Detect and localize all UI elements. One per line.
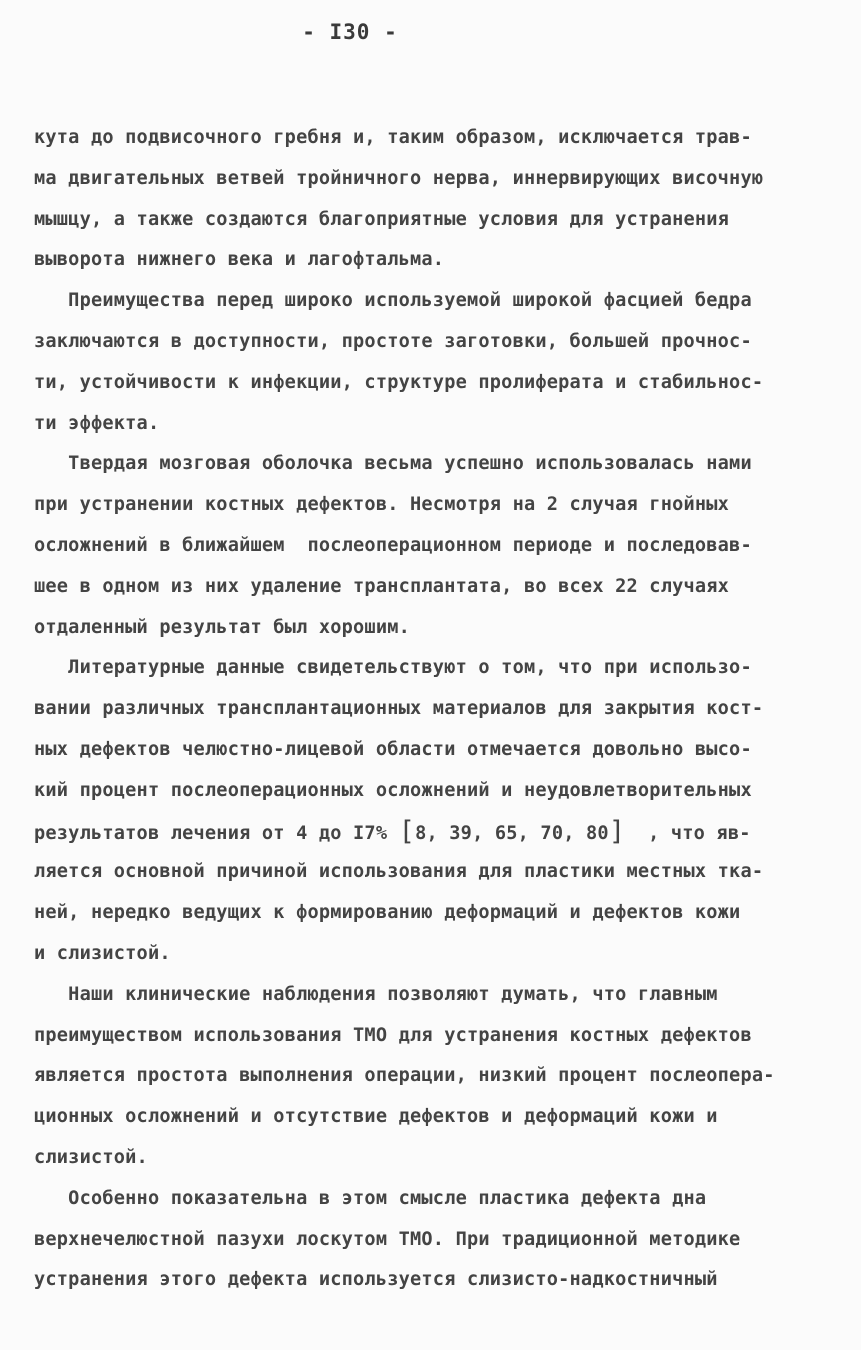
text-line: ти, устойчивости к инфекции, структуре пролиферата и стабильнос-	[34, 371, 764, 393]
text-line: заключаются в доступности, простоте заготовки, большей прочнос-	[34, 330, 752, 352]
text-line: выворота нижнего века и лагофтальма.	[34, 249, 445, 271]
text-line: и слизистой.	[34, 942, 171, 964]
text-line: преимуществом использования ТМО для устранения костных дефектов	[34, 1024, 752, 1046]
text-line: Литературные данные свидетельствуют о том, что при использо-	[34, 657, 752, 679]
text-line: вании различных трансплантационных материалов для закрытия кост-	[34, 698, 764, 720]
reference-open-bracket: [	[398, 815, 416, 847]
text-line: ма двигательных ветвей тройничного нерва, иннервирующих височную	[34, 167, 764, 189]
text-line: мышцу, а также создаются благоприятные условия для устранения	[34, 208, 730, 230]
reference-close-bracket: ]	[608, 815, 626, 847]
text-line: является простота выполнения операции, низкий процент послеопера-	[34, 1065, 775, 1087]
text-line: слизистой.	[34, 1146, 148, 1168]
text-line: ти эффекта.	[34, 412, 160, 434]
text-line: верхнечелюстной пазухи лоскутом ТМО. При традиционной методике	[34, 1228, 741, 1250]
text-line: при устранении костных дефектов. Несмотря на 2 случая гнойных	[34, 494, 730, 516]
text-line: ней, нередко ведущих к формированию деформаций и дефектов кожи	[34, 902, 741, 924]
text-segment: , что яв-	[625, 822, 751, 844]
text-line: ционных осложнений и отсутствие дефектов и деформаций кожи и	[34, 1106, 718, 1128]
text-line: ных дефектов челюстно-лицевой области отмечается довольно высо-	[34, 738, 752, 760]
reference-list: 8, 39, 65, 70, 80	[415, 822, 609, 844]
text-line: Преимущества перед широко используемой широкой фасцией бедра	[34, 290, 752, 312]
text-line: отдаленный результат был хорошим.	[34, 616, 411, 638]
text-line: кута до подвисочного гребня и, таким образом, исключается трав-	[34, 127, 752, 148]
page-number: - I30 -	[302, 20, 398, 44]
text-line: осложнений в ближайшем послеоперационном периоде и последовав-	[34, 534, 752, 556]
text-line: устранения этого дефекта используется слизисто-надкостничный	[34, 1269, 718, 1291]
text-line: шее в одном из них удаление трансплантата, во всех 22 случаях	[34, 575, 730, 597]
text-line-with-references	[34, 812, 846, 853]
text-line: Наши клинические наблюдения позволяют думать, что главным	[34, 983, 718, 1005]
text-line: ляется основной причиной использования для пластики местных тка-	[34, 861, 764, 883]
text-segment: результатов лечения от 4 до I7%	[34, 822, 399, 844]
body-text	[34, 118, 846, 1301]
text-line: кий процент послеоперационных осложнений и неудовлетворительных	[34, 779, 752, 801]
text-line: Особенно показательна в этом смысле пластика дефекта дна	[34, 1187, 707, 1209]
text-line: Твердая мозговая оболочка весьма успешно использовалась нами	[34, 453, 752, 475]
